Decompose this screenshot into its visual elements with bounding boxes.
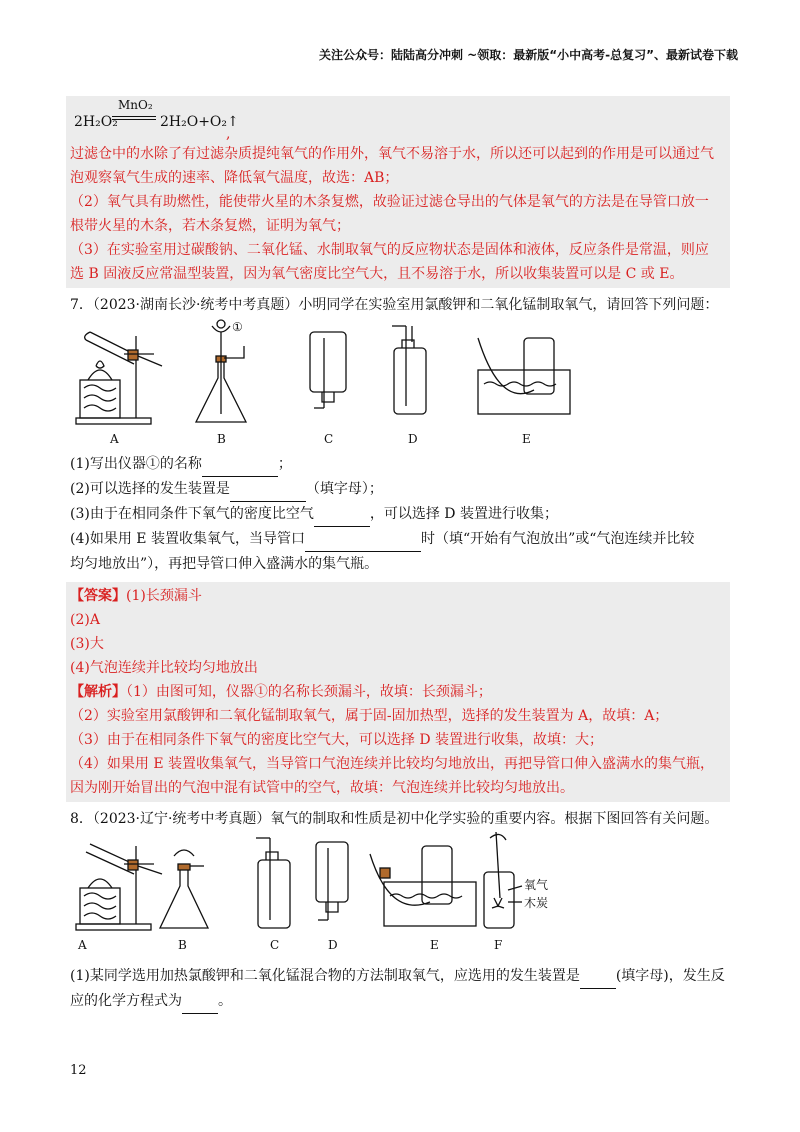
- apparatus-b: [196, 320, 246, 422]
- apparatus-a: [76, 844, 162, 930]
- answer-tag: 【答案】: [70, 588, 126, 604]
- answer-1: (1)长颈漏斗: [126, 588, 202, 604]
- fig8-label-e: E: [430, 938, 439, 952]
- fig8-label-b: B: [178, 938, 187, 952]
- q8-question-1: [70, 964, 730, 989]
- fig8-label-d: D: [328, 938, 338, 952]
- q7-question-2: [70, 477, 730, 502]
- q7-question-4-cont: 均匀地放出”），再把导管口伸入盛满水的集气瓶。: [70, 556, 379, 572]
- q8-apparatus-figure: [70, 832, 730, 956]
- q8-q1-cont-text: 应的化学方程式为: [70, 993, 182, 1009]
- fig8-label-oxygen: 氧气: [524, 878, 549, 892]
- prev-analysis-line: 泡观察氧气生成的速率、降低氧气温度，故选：AB；: [70, 170, 399, 186]
- q7-apparatus-drawing: [70, 318, 590, 448]
- apparatus-e: [370, 846, 476, 926]
- fig-label-a: A: [110, 432, 119, 446]
- equation-rhs: 2H₂O+O₂↑: [160, 114, 239, 130]
- analysis-line-1: [70, 680, 726, 704]
- q8-q1-text: (1)某同学选用加热氯酸钾和二氧化锰混合物的方法制取氧气，应选用的发生装置是: [70, 968, 580, 984]
- q8-q1-end: 。: [218, 993, 232, 1009]
- page-header: 关注公众号：陆陆高分冲刺 ~领取：最新版“小中高考-总复习”、最新试卷下载: [319, 48, 738, 62]
- prev-analysis-line: 选 B 固液反应常温型装置，因为氧气密度比空气大，且不易溶于水，所以收集装置可以是 C 或 E。: [70, 266, 684, 282]
- chemical-equation: [70, 98, 726, 142]
- apparatus-a: [76, 332, 162, 424]
- q7-question-3: [70, 502, 730, 527]
- apparatus-f: [484, 832, 522, 928]
- analysis-tag: 【解析】: [70, 684, 126, 700]
- q7-q3-text: (3)由于在相同条件下氧气的密度比空气: [70, 506, 314, 522]
- fig8-label-f: F: [494, 938, 503, 952]
- apparatus-c: [256, 838, 290, 928]
- q7-question-1: [70, 452, 730, 477]
- fig8-label-a: A: [78, 938, 87, 952]
- q7-q4-text: (4)如果用 E 装置收集氧气，当导管口: [70, 531, 305, 547]
- fig8-label-charcoal: 木炭: [524, 896, 549, 910]
- q7-q1-text: (1)写出仪器①的名称: [70, 456, 202, 472]
- equation-catalyst: MnO₂: [118, 98, 153, 112]
- fig-label-c: C: [324, 432, 334, 446]
- q7-title: 7．（2023·湖南长沙·统考中考真题）小明同学在实验室用氯酸钾和二氧化锰制取氧气，请回答下列问题：: [70, 297, 719, 313]
- q7-q3-post: ，可以选择 D 装置进行收集；: [369, 506, 558, 522]
- prev-analysis-line: 过滤仓中的水除了有过滤杂质提纯氧气的作用外，氧气不易溶于水，所以还可以起到的作用是可以通过气: [70, 146, 714, 162]
- equation-lhs: 2H₂O₂: [74, 114, 118, 130]
- q7-question-4: [70, 527, 730, 552]
- page-number: 12: [70, 1063, 87, 1078]
- q7-answer-line-1: [70, 584, 726, 608]
- fig8-label-c: C: [270, 938, 280, 952]
- apparatus-d: [316, 842, 348, 920]
- q8-q1-mid: (填字母)，发生反: [615, 968, 725, 984]
- equation-comma: ,: [226, 126, 231, 142]
- q7-apparatus-figure: [70, 318, 730, 448]
- analysis-line-4: （4）如果用 E 装置收集氧气，当导管口气泡连续并比较均匀地放出，再把导管口伸入盛满水的集气瓶，: [70, 756, 715, 772]
- q8-title: 8．（2023·辽宁·统考中考真题）氧气的制取和性质是初中化学实验的重要内容。根据下图回答有关问题。: [70, 811, 719, 827]
- apparatus-e: [478, 338, 570, 414]
- q8-question-1-cont: [70, 989, 730, 1014]
- q7-q4-blank[interactable]: [305, 527, 421, 552]
- q7-answer-block: [66, 582, 730, 802]
- analysis-line-3: （3）由于在相同条件下氧气的密度比空气大，可以选择 D 装置进行收集，故填：大；: [70, 732, 604, 748]
- prev-analysis-line: （3）在实验室用过碳酸钠、二氧化锰、水制取氧气的反应物状态是固体和液体，反应条件是常温，则应: [70, 242, 709, 258]
- fig-label-d: D: [408, 432, 418, 446]
- fig-marker: ①: [232, 320, 243, 334]
- q8-q1-blank-2[interactable]: [182, 989, 218, 1014]
- analysis-line-5: 因为刚开始冒出的气泡中混有试管中的空气，故填：气泡连续并比较均匀地放出。: [70, 780, 574, 796]
- q7-q3-blank[interactable]: [314, 502, 370, 527]
- prev-analysis-line: 根带火星的木条，若木条复燃，证明为氧气；: [70, 218, 350, 234]
- q8-q1-blank[interactable]: [580, 964, 616, 989]
- q7-q1-post: ；: [277, 456, 292, 472]
- analysis-text-1: （1）由图可知，仪器①的名称长颈漏斗，故填：长颈漏斗；: [126, 684, 492, 700]
- prev-analysis-block: [66, 96, 730, 288]
- answer-3: (3)大: [70, 636, 104, 652]
- page-content: [70, 96, 730, 1014]
- apparatus-c: [310, 332, 346, 408]
- prev-analysis-line: （2）氧气具有助燃性，能使带火星的木条复燃，故验证过滤仓导出的气体是氧气的方法是在导管口放一: [70, 194, 709, 210]
- equation-arrow: [112, 116, 156, 120]
- q7-q2-blank[interactable]: [230, 477, 306, 502]
- q7-q2-text: (2)可以选择的发生装置是: [70, 481, 230, 497]
- apparatus-b: [160, 850, 208, 928]
- fig-label-b: B: [217, 432, 226, 446]
- answer-2: (2)A: [70, 612, 100, 628]
- analysis-line-2: （2）实验室用氯酸钾和二氧化锰制取氧气，属于固-固加热型，选择的发生装置为 A，故填：A；: [70, 708, 669, 724]
- fig-label-e: E: [522, 432, 531, 446]
- apparatus-d: [392, 326, 426, 414]
- q7-q1-blank[interactable]: [202, 452, 278, 477]
- q7-q2-post: （填字母）；: [305, 481, 383, 497]
- q7-q4-post: 时（填“开始有气泡放出”或“气泡连续并比较: [420, 531, 695, 547]
- answer-4: (4)气泡连续并比较均匀地放出: [70, 660, 258, 676]
